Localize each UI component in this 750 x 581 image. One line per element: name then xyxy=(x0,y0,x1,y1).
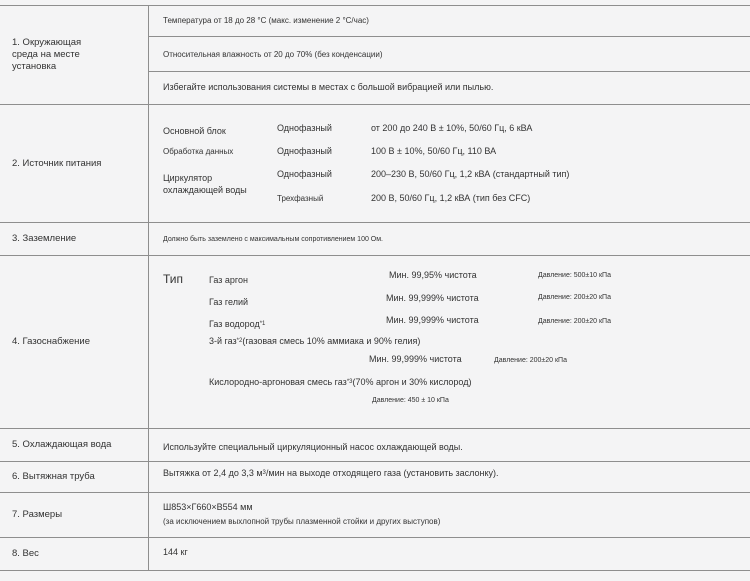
gas-pressure: Давление: 500±10 кПа xyxy=(538,272,611,279)
gas-name-text: 3-й газ xyxy=(209,336,237,346)
power-spec: 200–230 В, 50/60 Гц, 1,2 кВА (стандартный тип) xyxy=(371,169,570,179)
column-divider xyxy=(148,5,149,571)
power-device: Циркулятор охлаждающей воды xyxy=(163,173,247,195)
row-label: 4. Газоснабжение xyxy=(12,336,90,347)
weight-text: 144 кг xyxy=(163,547,188,557)
footnote-marker: *2 xyxy=(236,338,243,344)
power-spec: 200 В, 50/60 Гц, 1,2 кВА (тип без CFC) xyxy=(371,193,531,203)
gas-pressure: Давление: 450 ± 10 кПа xyxy=(372,397,449,404)
row-label-cell xyxy=(0,462,148,492)
temperature-text: Температура от 18 до 28 °C (макс. изменение 2 °C/час) xyxy=(163,16,369,25)
gas-purity: Мин. 99,999% чистота xyxy=(386,315,479,325)
row-divider xyxy=(148,36,750,37)
oxy-argon-gas xyxy=(209,378,472,387)
gas-purity: Мин. 99,999% чистота xyxy=(369,354,462,364)
exhaust-text-post: /мин на выходе отходящего газа (установить заслонку). xyxy=(265,468,499,478)
row-label-cell xyxy=(0,493,148,537)
table-bottom-border xyxy=(0,570,750,571)
gas-pressure: Давление: 200±20 кПа xyxy=(538,294,611,301)
power-phase: Однофазный xyxy=(277,169,332,179)
exhaust-text-pre: Вытяжка от 2,4 до 3,3 м xyxy=(163,468,263,478)
row-label-cell xyxy=(0,429,148,461)
row-label: 2. Источник питания xyxy=(12,157,102,169)
power-spec: 100 В ± 10%, 50/60 Гц, 110 ВА xyxy=(371,146,497,156)
row-label: 5. Охлаждающая вода xyxy=(12,439,112,450)
grounding-text: Должно быть заземлено с максимальным сопротивлением 100 Ом. xyxy=(163,236,384,243)
dimensions-note: (за исключением выхлопной трубы плазменной стойки и других выступов) xyxy=(163,517,441,526)
row-label-cell xyxy=(0,256,148,428)
third-gas xyxy=(209,337,420,346)
gas-name: Газ гелий xyxy=(209,297,248,307)
row-divider xyxy=(148,71,750,72)
row-label: 1. Окружающая среда на месте установка xyxy=(12,37,82,72)
vibration-note: Избегайте использования системы в местах с большой вибрацией или пылью. xyxy=(163,82,494,92)
gas-purity: Мин. 99,95% чистота xyxy=(389,270,477,280)
gas-name: Газ аргон xyxy=(209,275,248,285)
power-phase: Однофазный xyxy=(277,146,332,156)
gas-pressure: Давление: 200±20 кПа xyxy=(538,318,611,325)
footnote-marker: *3 xyxy=(346,379,353,385)
row-label: 6. Вытяжная труба xyxy=(12,471,95,482)
dimensions-text: Ш853×Г660×В554 мм xyxy=(163,502,253,512)
humidity-text: Относительная влажность от 20 до 70% (без конденсации) xyxy=(163,50,383,59)
gas-pressure: Давление: 200±20 кПа xyxy=(494,357,567,364)
gas-description: (газовая смесь 10% аммиака и 90% гелия) xyxy=(242,336,421,346)
gas-name-text: Газ водород xyxy=(209,319,260,329)
row-label: 3. Заземление xyxy=(12,233,77,244)
row-label-cell xyxy=(0,538,148,570)
power-phase: Трехфазный xyxy=(277,194,324,203)
gas-name-text: Кислородно-аргоновая смесь газ xyxy=(209,377,347,387)
exhaust-text xyxy=(163,469,499,478)
row-label: 8. Вес xyxy=(12,548,39,559)
unit-superscript: 3 xyxy=(262,470,266,476)
footnote-marker: *1 xyxy=(259,321,266,327)
gas-purity: Мин. 99,999% чистота xyxy=(386,293,479,303)
power-device: Основной блок xyxy=(163,126,226,136)
power-spec: от 200 до 240 В ± 10%, 50/60 Гц, 6 кВА xyxy=(371,123,533,133)
row-label-cell xyxy=(0,6,148,104)
row-label: 7. Размеры xyxy=(12,509,63,520)
gas-description: (70% аргон и 30% кислород) xyxy=(352,377,472,387)
gas-name xyxy=(209,320,265,329)
power-phase: Однофазный xyxy=(277,123,332,133)
gas-type-label: Тип xyxy=(163,272,184,286)
row-label-cell xyxy=(0,223,148,255)
row-label-cell xyxy=(0,105,148,222)
cooling-water-text: Используйте специальный циркуляционный насос охлаждающей воды. xyxy=(163,442,463,452)
power-device: Обработка данных xyxy=(163,147,234,156)
